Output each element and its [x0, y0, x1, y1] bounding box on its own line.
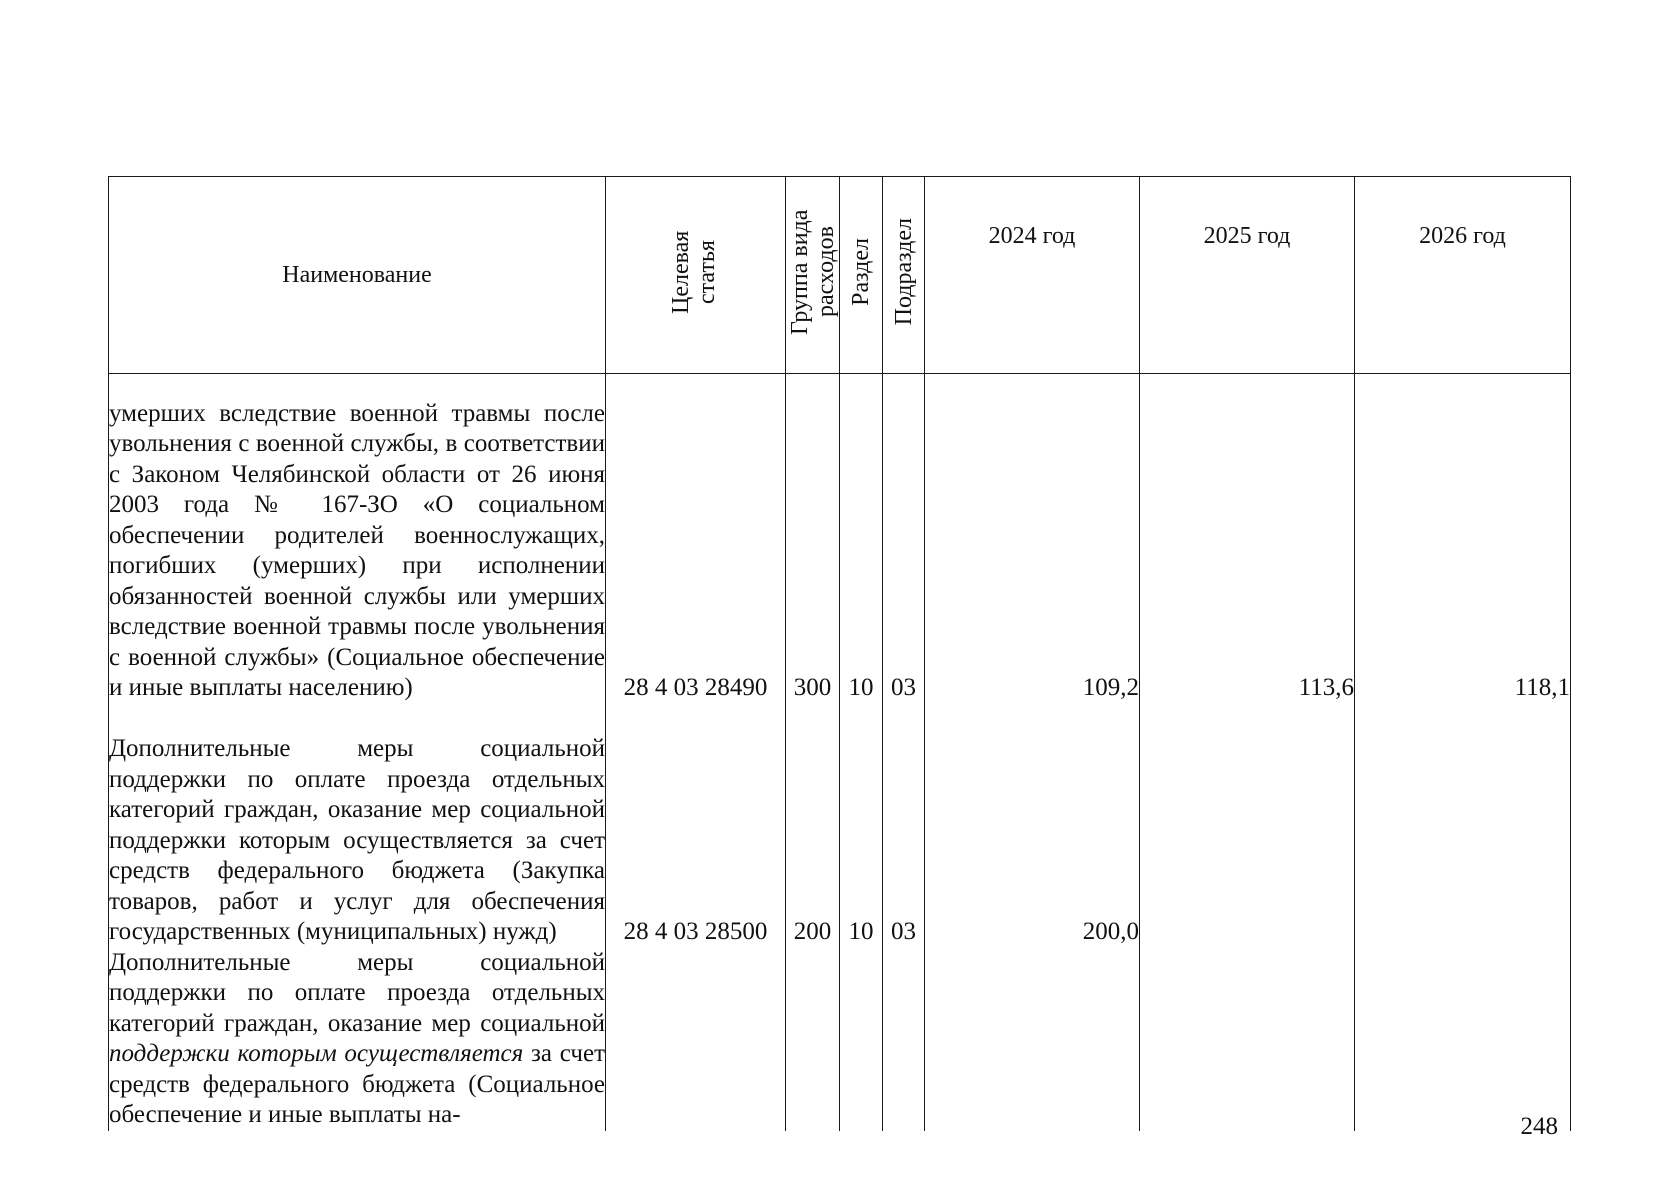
table-row	[109, 948, 1571, 1131]
row-subsection: 03	[883, 374, 925, 704]
table-row	[109, 374, 1571, 704]
row-section: 10	[840, 374, 883, 704]
row-section: 10	[840, 704, 883, 948]
header-expense-group: Группа вида расходов	[786, 177, 840, 374]
header-2026: 2026 год	[1355, 177, 1571, 374]
header-subsection: Подраздел	[883, 177, 925, 374]
table-row	[109, 704, 1571, 948]
header-section: Раздел	[840, 177, 883, 374]
row-value-2026	[1355, 704, 1571, 948]
row-target-article	[606, 948, 786, 1131]
header-name: Наименование	[109, 177, 606, 374]
row-value-2026	[1355, 948, 1571, 1131]
row-name: умерших вследствие военной травмы после увольнения с военной службы, в соответствии с Законом Челябинской области от 26 июня 2003 года № 167-ЗО «О социальном обеспечении родителей военнослужащих, погибших (умерших) при исполнении обязанностей военной службы или умерших вследствие военной травмы после увольнения с военной службы» (Социальное обеспечение и иные выплаты населению)	[109, 374, 606, 704]
row-subsection	[883, 948, 925, 1131]
row-name: Дополнительные меры социальной поддержки по оплате проезда отдельных категорий граждан, оказание мер социальной поддержки которым осуществляется за счет средств федерального бюджета (Закупка товаров, работ и услуг для обеспечения государственных (муниципальных) нужд)	[109, 704, 606, 948]
row-value-2025	[1140, 704, 1355, 948]
header-target-article: Целевая статья	[606, 177, 786, 374]
row-target-article: 28 4 03 28500	[606, 704, 786, 948]
row-expense-group: 300	[786, 374, 840, 704]
row-value-2024	[925, 948, 1140, 1131]
row-value-2024: 109,2	[925, 374, 1140, 704]
row-section	[840, 948, 883, 1131]
header-2025: 2025 год	[1140, 177, 1355, 374]
page-number: 248	[1520, 1113, 1558, 1140]
row-name: Дополнительные меры социальной поддержки по оплате проезда отдельных категорий граждан, оказание мер социальной поддержки которым осуществляется за счет средств федерального бюджета (Социальное обеспечение и иные выплаты на-	[109, 948, 606, 1131]
header-2024: 2024 год	[925, 177, 1140, 374]
row-expense-group: 200	[786, 704, 840, 948]
row-value-2025: 113,6	[1140, 374, 1355, 704]
row-value-2026: 118,1	[1355, 374, 1571, 704]
row-target-article: 28 4 03 28490	[606, 374, 786, 704]
budget-table	[108, 176, 1571, 1131]
row-value-2024: 200,0	[925, 704, 1140, 948]
row-subsection: 03	[883, 704, 925, 948]
row-value-2025	[1140, 948, 1355, 1131]
row-expense-group	[786, 948, 840, 1131]
table-header-row	[109, 177, 1571, 374]
